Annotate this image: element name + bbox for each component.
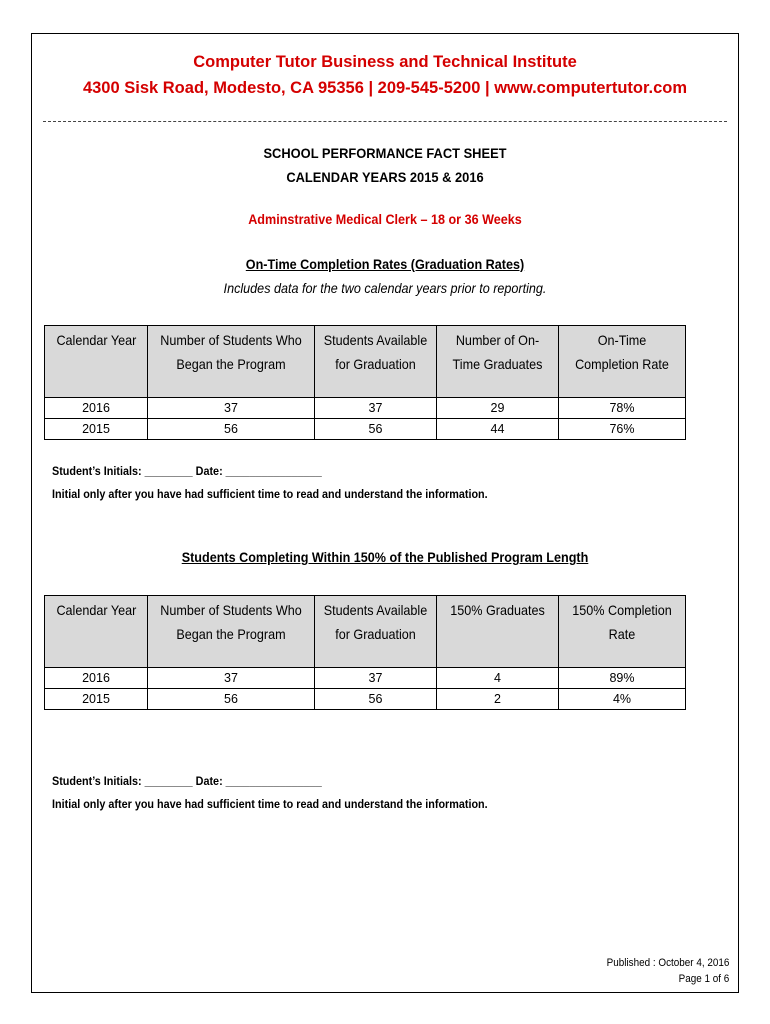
- column-header: Students Available for Graduation: [315, 596, 437, 668]
- column-header: Students Available for Graduation: [315, 326, 437, 398]
- table-row: [45, 419, 686, 440]
- page-number: Page 1 of 6: [678, 973, 729, 985]
- completion-150-table: [44, 595, 686, 710]
- column-header: Calendar Year: [45, 326, 148, 398]
- section1-subheading: Includes data for the two calendar years prior to reporting.: [223, 280, 547, 296]
- table-cell: 37: [315, 398, 437, 419]
- table-cell: 4: [437, 668, 559, 689]
- table-cell: 89%: [559, 668, 686, 689]
- table-row: [45, 398, 686, 419]
- column-header: Number of On-Time Graduates: [437, 326, 559, 398]
- calendar-years-title: CALENDAR YEARS 2015 & 2016: [286, 169, 484, 185]
- student-initials-line: Student’s Initials: ________ Date: ________________: [52, 774, 322, 788]
- table-cell: 37: [315, 668, 437, 689]
- column-header: Number of Students Who Began the Program: [148, 596, 315, 668]
- column-header: Calendar Year: [45, 596, 148, 668]
- column-header: On-Time Completion Rate: [559, 326, 686, 398]
- institute-name: Computer Tutor Business and Technical Institute: [193, 53, 577, 71]
- table-cell: 37: [148, 668, 315, 689]
- table-cell: 78%: [559, 398, 686, 419]
- table-cell: 29: [437, 398, 559, 419]
- section1-heading: On-Time Completion Rates (Graduation Rates): [245, 256, 525, 272]
- column-header: 150% Completion Rate: [559, 596, 686, 668]
- table-row: [45, 689, 686, 710]
- table-cell: 56: [315, 689, 437, 710]
- table-cell: 76%: [559, 419, 686, 440]
- dashed-divider: [43, 121, 727, 122]
- student-initials-line: Student’s Initials: ________ Date: ________________: [52, 464, 322, 478]
- table-cell: 56: [148, 419, 315, 440]
- table-cell: 2016: [45, 668, 148, 689]
- table-cell: 4%: [559, 689, 686, 710]
- completion-rates-table: [44, 325, 686, 440]
- table-cell: 56: [148, 689, 315, 710]
- table-cell: 44: [437, 419, 559, 440]
- column-header: Number of Students Who Began the Program: [148, 326, 315, 398]
- initials-instruction: Initial only after you have had sufficient time to read and understand the information.: [52, 487, 488, 501]
- table-cell: 2015: [45, 419, 148, 440]
- table-cell: 2: [437, 689, 559, 710]
- table-cell: 37: [148, 398, 315, 419]
- column-header: 150% Graduates: [437, 596, 559, 668]
- table-row: [45, 668, 686, 689]
- table-cell: 2016: [45, 398, 148, 419]
- fact-sheet-title: SCHOOL PERFORMANCE FACT SHEET: [263, 145, 507, 161]
- table-cell: 56: [315, 419, 437, 440]
- section2-heading: Students Completing Within 150% of the Published Program Length: [181, 549, 589, 565]
- initials-instruction: Initial only after you have had sufficient time to read and understand the information.: [52, 797, 488, 811]
- published-date: Published : October 4, 2016: [606, 957, 729, 969]
- institute-address: 4300 Sisk Road, Modesto, CA 95356 | 209-545-5200 | www.computertutor.com: [82, 79, 688, 97]
- table-cell: 2015: [45, 689, 148, 710]
- program-name: Adminstrative Medical Clerk – 18 or 36 Weeks: [248, 211, 522, 227]
